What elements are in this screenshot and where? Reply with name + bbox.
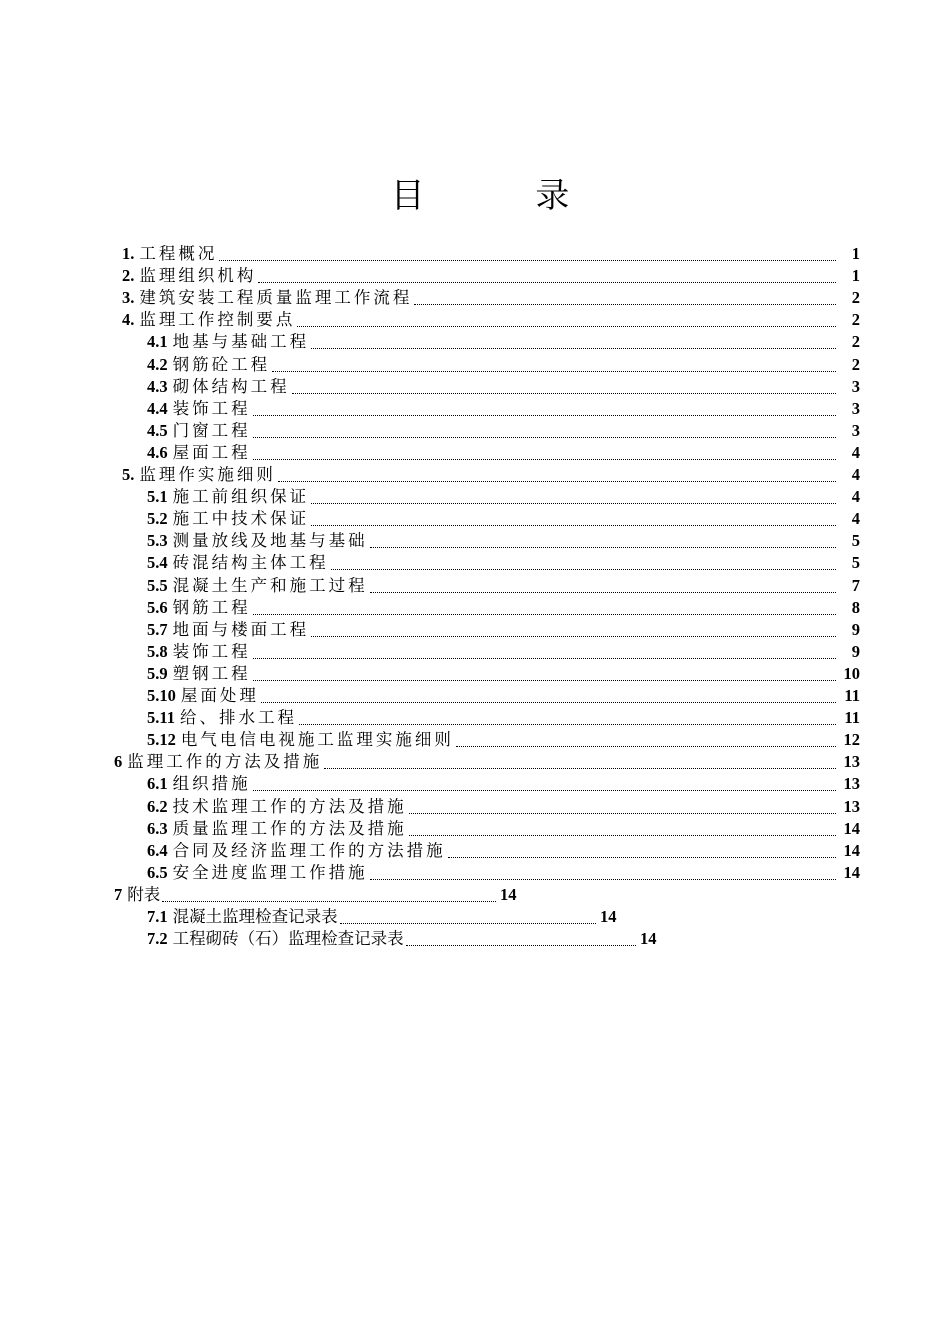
toc-entry-number: 5.9 (147, 663, 168, 683)
toc-entry-number: 6.4 (147, 840, 168, 860)
toc-entry-title: 测量放线及地基与基础 (172, 531, 368, 551)
toc-entry-page-number: 5 (851, 531, 860, 551)
toc-entry-page-number: 13 (843, 774, 860, 794)
toc-entry-page-number: 14 (843, 840, 860, 860)
toc-entry-title: 砌体结构工程 (172, 376, 290, 396)
toc-dot-leader (370, 591, 836, 593)
toc-entry-title: 屋面工程 (172, 442, 251, 462)
toc-entry[interactable] (147, 598, 860, 618)
toc-entry-page-number: 2 (851, 332, 860, 352)
toc-dot-leader (414, 303, 836, 305)
toc-entry[interactable] (147, 443, 860, 463)
toc-entry-title: 监理工作控制要点 (139, 310, 296, 330)
toc-entry-title: 塑钢工程 (172, 663, 251, 683)
toc-entry-number: 5.5 (147, 575, 168, 595)
toc-entry[interactable] (147, 332, 860, 352)
toc-entry-page-number: 3 (851, 376, 860, 396)
toc-dot-leader (406, 944, 636, 946)
toc-dot-leader (331, 568, 836, 570)
toc-entry[interactable] (147, 730, 860, 750)
toc-entry-title: 监理组织机构 (139, 266, 257, 286)
toc-entry-number: 4.1 (147, 332, 168, 352)
toc-entry-title: 装饰工程 (172, 398, 251, 418)
toc-entry-number: 5.12 (147, 730, 176, 750)
toc-entry-page-number: 3 (851, 420, 860, 440)
toc-entry-page-number: 13 (843, 796, 860, 816)
toc-entry-title: 装饰工程 (172, 641, 251, 661)
toc-entry[interactable] (147, 509, 860, 529)
toc-entry[interactable] (147, 642, 860, 662)
toc-entry-number: 4.2 (147, 354, 168, 374)
toc-entry-number: 4.5 (147, 420, 168, 440)
toc-entry-page-number: 14 (500, 884, 517, 904)
toc-entry-title: 砖混结构主体工程 (172, 553, 329, 573)
toc-dot-leader (311, 524, 836, 526)
toc-dot-leader (292, 392, 836, 394)
toc-dot-leader (409, 812, 836, 814)
toc-entry[interactable] (147, 708, 860, 728)
toc-dot-leader (456, 745, 836, 747)
toc-entry-page-number: 14 (843, 818, 860, 838)
toc-entry[interactable] (114, 885, 520, 905)
toc-entry-page-number: 7 (851, 575, 860, 595)
toc-entry-title: 工程砌砖（石）监理检查记录表 (172, 929, 404, 949)
toc-entry-title: 附表 (127, 884, 161, 904)
toc-entry-page-number: 3 (851, 398, 860, 418)
toc-entry-number: 6 (114, 752, 123, 772)
toc-entry-number: 7 (114, 884, 123, 904)
toc-dot-leader (253, 414, 836, 416)
toc-entry-page-number: 12 (843, 730, 860, 750)
toc-entry[interactable] (147, 553, 860, 573)
toc-entry-title: 组织措施 (172, 774, 251, 794)
toc-entry[interactable] (147, 620, 860, 640)
toc-entry-number: 2. (122, 266, 135, 286)
toc-entry-number: 7.1 (147, 907, 168, 926)
toc-dot-leader (253, 789, 836, 791)
toc-entry[interactable] (147, 774, 860, 794)
toc-entry-number: 4.3 (147, 376, 168, 396)
toc-dot-leader (253, 657, 836, 659)
toc-dot-leader (162, 900, 496, 902)
toc-entry[interactable] (147, 377, 860, 397)
toc-dot-leader (253, 679, 836, 681)
toc-entry-number: 5.6 (147, 597, 168, 617)
toc-entry-page-number: 5 (851, 553, 860, 573)
toc-entry-title: 地基与基础工程 (172, 332, 310, 352)
toc-entry-title: 屋面处理 (180, 686, 259, 705)
toc-entry[interactable] (147, 907, 620, 927)
toc-dot-leader (278, 480, 836, 482)
toc-entry-page-number: 14 (843, 862, 860, 882)
toc-entry-page-number: 4 (851, 465, 860, 484)
toc-entry-number: 4.6 (147, 442, 168, 462)
page-title: 目 录 (390, 176, 620, 216)
toc-entry-title: 安全进度监理工作措施 (172, 862, 368, 882)
toc-entry-number: 5.11 (147, 708, 175, 728)
toc-entry[interactable] (147, 399, 860, 419)
toc-entry[interactable] (147, 797, 860, 817)
toc-dot-leader (409, 834, 836, 836)
toc-dot-leader (370, 878, 836, 880)
toc-entry[interactable] (147, 819, 860, 839)
toc-entry[interactable] (147, 863, 860, 883)
toc-entry-title: 技术监理工作的方法及措施 (172, 796, 407, 816)
toc-entry-page-number: 14 (640, 929, 657, 949)
toc-dot-leader (253, 613, 836, 615)
toc-entry-title: 钢筋工程 (172, 597, 251, 617)
toc-dot-leader (311, 347, 836, 349)
toc-dot-leader (297, 325, 836, 327)
toc-entry[interactable] (122, 244, 860, 264)
toc-entry-number: 5.7 (147, 619, 168, 639)
toc-entry-title: 混凝土监理检查记录表 (172, 907, 338, 926)
toc-entry-title: 钢筋砼工程 (172, 354, 271, 374)
toc-entry-number: 5.4 (147, 553, 168, 573)
toc-entry-number: 7.2 (147, 929, 168, 949)
toc-entry-title: 施工中技术保证 (172, 509, 310, 529)
toc-entry-title: 监理作实施细则 (139, 465, 276, 484)
toc-entry-number: 4. (122, 310, 135, 330)
toc-entry-title: 电气电信电视施工监理实施细则 (180, 730, 454, 750)
toc-entry-page-number: 9 (851, 619, 860, 639)
toc-entry-title: 地面与楼面工程 (172, 619, 310, 639)
toc-entry[interactable] (147, 421, 860, 441)
toc-entry-page-number: 4 (851, 487, 860, 507)
toc-entry-title: 施工前组织保证 (172, 487, 310, 507)
toc-entry-title: 门窗工程 (172, 420, 251, 440)
toc-entry-title: 建筑安装工程质量监理工作流程 (139, 288, 413, 308)
toc-dot-leader (219, 259, 836, 261)
toc-dot-leader (258, 281, 836, 283)
toc-dot-leader (448, 856, 836, 858)
toc-entry-number: 6.5 (147, 862, 168, 882)
toc-entry-page-number: 1 (851, 266, 860, 286)
toc-entry[interactable] (147, 531, 860, 551)
toc-entry-number: 4.4 (147, 398, 168, 418)
toc-dot-leader (311, 635, 836, 637)
toc-entry-page-number: 2 (851, 288, 860, 308)
toc-entry-number: 6.3 (147, 818, 168, 838)
toc-dot-leader (311, 502, 836, 504)
toc-entry-page-number: 10 (843, 663, 860, 683)
toc-entry[interactable] (147, 487, 860, 507)
toc-dot-leader (340, 922, 596, 924)
toc-dot-leader (272, 370, 836, 372)
toc-entry[interactable] (147, 664, 860, 684)
toc-entry[interactable] (147, 929, 660, 949)
toc-entry-page-number: 11 (844, 686, 860, 705)
toc-entry[interactable] (122, 266, 860, 286)
toc-entry-number: 5.8 (147, 641, 168, 661)
toc-entry-page-number: 4 (851, 509, 860, 529)
toc-entry[interactable] (147, 686, 860, 706)
toc-entry-title: 工程概况 (139, 244, 218, 263)
toc-entry-page-number: 1 (851, 244, 860, 263)
toc-entry-number: 1. (122, 244, 135, 263)
toc-dot-leader (299, 723, 836, 725)
toc-entry-number: 3. (122, 288, 135, 308)
toc-entry-page-number: 14 (600, 907, 617, 926)
toc-entry-number: 5.3 (147, 531, 168, 551)
toc-entry[interactable] (122, 288, 860, 308)
toc-entry-page-number: 4 (851, 442, 860, 462)
toc-entry[interactable] (122, 310, 860, 330)
toc-entry-number: 5.10 (147, 686, 176, 705)
toc-entry-page-number: 13 (843, 752, 860, 772)
toc-dot-leader (261, 701, 836, 703)
toc-entry-page-number: 2 (851, 310, 860, 330)
toc-entry[interactable] (147, 355, 860, 375)
toc-entry[interactable] (114, 752, 860, 772)
toc-entry-page-number: 9 (851, 641, 860, 661)
toc-entry-title: 质量监理工作的方法及措施 (172, 818, 407, 838)
toc-entry[interactable] (147, 841, 860, 861)
toc-entry-page-number: 11 (844, 708, 860, 728)
toc-dot-leader (253, 458, 836, 460)
toc-entry-page-number: 8 (851, 597, 860, 617)
toc-dot-leader (370, 546, 836, 548)
toc-entry-number: 5.2 (147, 509, 168, 529)
toc-entry-title: 监理工作的方法及措施 (127, 752, 323, 772)
toc-entry[interactable] (147, 576, 860, 596)
toc-entry[interactable] (122, 465, 860, 485)
toc-dot-leader (253, 436, 836, 438)
toc-entry-number: 5. (122, 465, 135, 484)
toc-entry-title: 合同及经济监理工作的方法措施 (172, 840, 446, 860)
toc-dot-leader (324, 767, 836, 769)
toc-entry-number: 6.1 (147, 774, 168, 794)
toc-entry-title: 给、排水工程 (179, 708, 297, 728)
toc-entry-number: 6.2 (147, 796, 168, 816)
toc-entry-page-number: 2 (851, 354, 860, 374)
toc-entry-number: 5.1 (147, 487, 168, 507)
toc-entry-title: 混凝土生产和施工过程 (172, 575, 368, 595)
